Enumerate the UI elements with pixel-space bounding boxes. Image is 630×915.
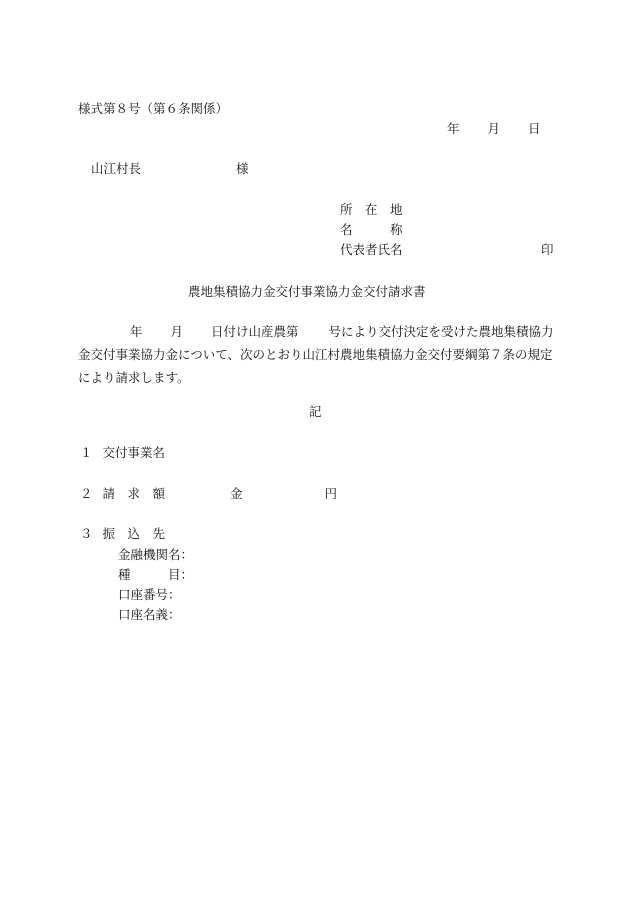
addressee-honorific: 様 (236, 161, 249, 176)
date-day: 日 (528, 121, 541, 136)
document-title: 農地集積協力金交付事業協力金交付請求書 (188, 284, 426, 299)
applicant-address-label: 所 在 地 (340, 202, 403, 217)
date-line (447, 121, 541, 137)
item-3-label: 振 込 先 (102, 526, 166, 541)
date-month: 月 (487, 121, 501, 136)
body-year: 年 (130, 324, 143, 339)
transfer-field-type: 種 目： (118, 567, 194, 582)
item-2-yen: 円 (324, 486, 338, 501)
body-number-rest: 号により交付決定を受けた農地集積協力金交付事業協力金について、次のとおり山江村農地集積協力金交付要綱第７条の規定により請求します。 (78, 324, 554, 385)
applicant-rep-label: 代表者氏名 (340, 242, 403, 257)
body-month: 月 (170, 324, 184, 339)
transfer-field-account-name: 口座名義： (118, 607, 181, 622)
form-label: 様式第８号（第６条関係） (78, 101, 229, 116)
item-3-number: ３ (80, 526, 93, 541)
body-paragraph (78, 320, 558, 389)
body-dated-ref: 日付け山産農第 (211, 324, 299, 339)
item-2-label: 請 求 額 (102, 486, 166, 501)
item-2-number: ２ (80, 486, 93, 501)
addressee (91, 161, 249, 177)
ki-label: 記 (309, 404, 322, 419)
date-year: 年 (447, 121, 460, 136)
item-1-label: 交付事業名 (102, 445, 166, 460)
item-1-number: １ (80, 445, 93, 460)
seal-mark: 印 (541, 242, 554, 257)
addressee-name: 山江村長 (91, 161, 142, 176)
item-1 (80, 445, 165, 461)
item-2-kin: 金 (230, 486, 243, 501)
applicant-name-label: 名 称 (340, 222, 403, 237)
transfer-field-bank: 金融機関名： (118, 547, 194, 562)
item-2 (80, 486, 337, 502)
transfer-field-account-number: 口座番号： (118, 587, 181, 602)
item-3 (80, 526, 165, 542)
